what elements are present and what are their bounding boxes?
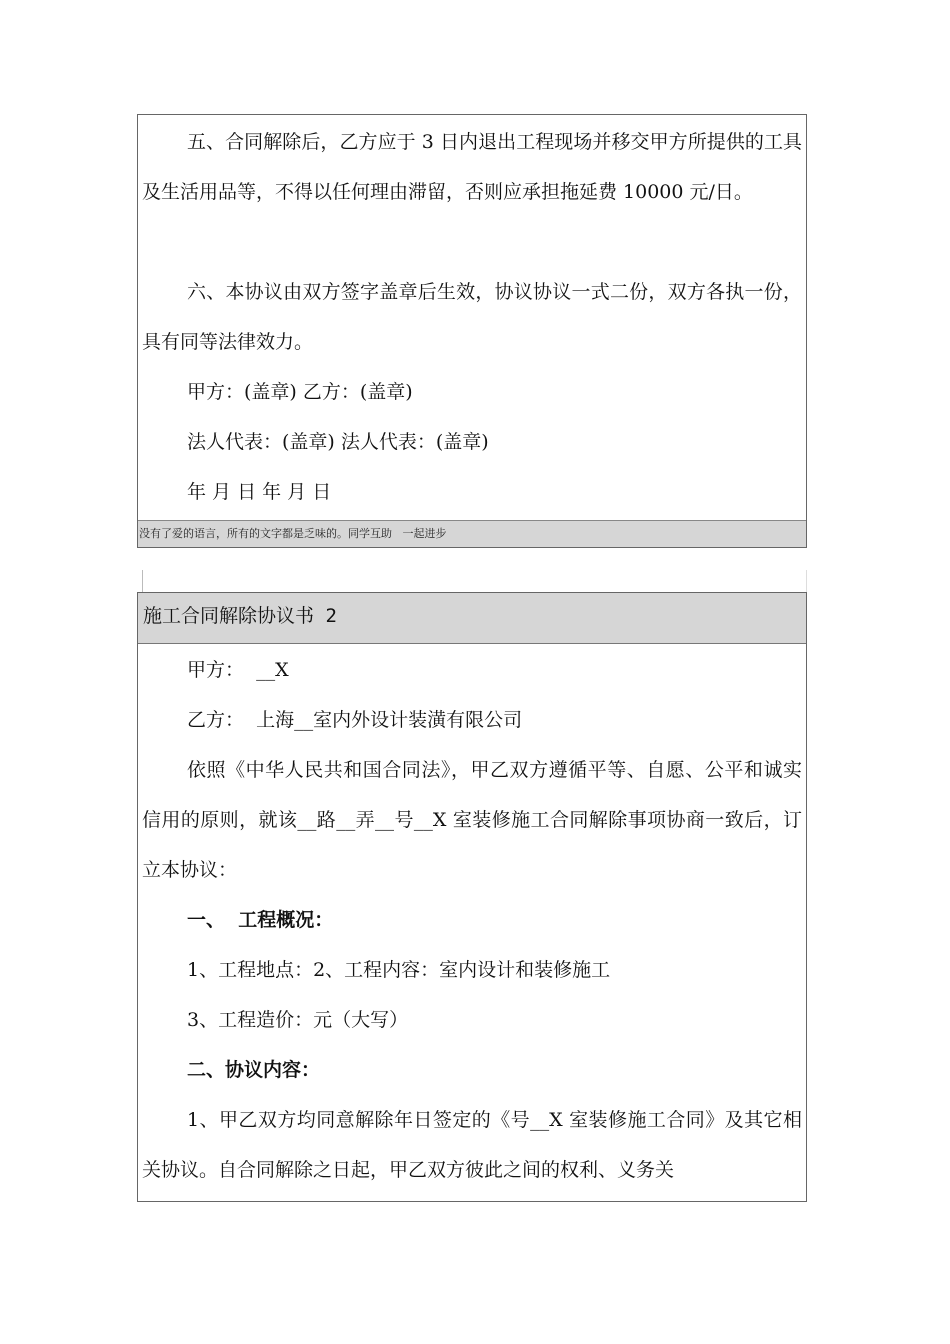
section2-box <box>137 592 807 1202</box>
divider-right <box>806 570 807 592</box>
item-location-content: 1、工程地点：2、工程内容：室内设计和装修施工 <box>187 959 611 981</box>
clause-6: 六、本协议由双方签字盖章后生效，协议协议一式二份，双方各执一份，具有同等法律效力。 <box>142 281 802 353</box>
divider-left <box>142 570 143 592</box>
section2-title: 施工合同解除协议书 2 <box>138 593 806 644</box>
item-cost: 3、工程造价：元（大写） <box>187 1009 409 1031</box>
clause-1: 1、甲乙双方均同意解除年日签定的《号__X 室装修施工合同》及其它相关协议。自合同解除之日起，甲乙双方彼此之间的权利、义务关 <box>142 1109 802 1181</box>
page-footer: 没有了爱的语言，所有的文字都是乏味的。同学互助 一起进步 <box>138 520 806 547</box>
heading-agreement: 二、协议内容： <box>187 1059 321 1081</box>
clause-5: 五、合同解除后，乙方应于 3 日内退出工程现场并移交甲方所提供的工具及生活用品等，不得以任何理由滞留，否则应承担拖延费 10000 元/日。 <box>142 131 802 203</box>
section1-box <box>137 114 807 548</box>
signature-legal-line: 法人代表：(盖章) 法人代表：(盖章) <box>187 431 489 453</box>
intro-paragraph: 依照《中华人民共和国合同法》，甲乙双方遵循平等、自愿、公平和诚实信用的原则，就该__路__弄__号__X 室装修施工合同解除事项协商一致后，订立本协议： <box>142 759 802 881</box>
section1-content <box>138 115 806 523</box>
party-b: 乙方： 上海__室内外设计装潢有限公司 <box>187 709 523 731</box>
party-a: 甲方： __X <box>187 659 289 681</box>
heading-overview: 一、 工程概况： <box>187 909 334 931</box>
signature-party-line: 甲方：(盖章) 乙方：(盖章) <box>187 381 413 403</box>
signature-date-line: 年 月 日 年 月 日 <box>187 481 332 503</box>
